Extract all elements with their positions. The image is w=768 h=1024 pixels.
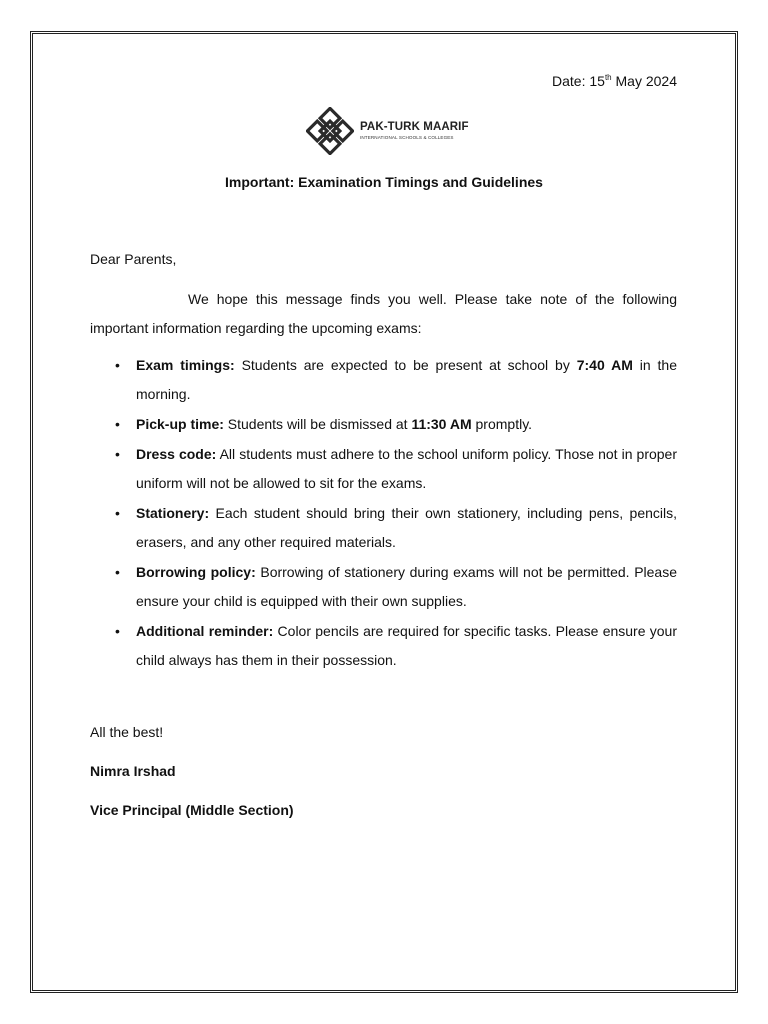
bullet-icon: • — [115, 357, 120, 373]
closing-line: All the best! — [90, 724, 164, 740]
letter-title: Important: Examination Timings and Guidelines — [225, 174, 543, 190]
bullet-icon: • — [115, 505, 120, 521]
guideline-item: • Exam timings: Students are expected to be present at school by 7:40 AM in the morning. — [90, 351, 677, 409]
guideline-item: • Borrowing policy: Borrowing of stationery during exams will not be permitted. Please ensure your child is equipped with their own supplies. — [90, 558, 677, 616]
bullet-icon: • — [115, 623, 120, 639]
guideline-item: • Pick-up time: Students will be dismissed at 11:30 AM promptly. — [90, 410, 677, 439]
guideline-item: • Additional reminder: Color pencils are required for specific tasks. Please ensure your child always has them in their possession. — [90, 617, 677, 675]
date-superscript: th — [604, 73, 612, 82]
knot-emblem-icon — [306, 107, 354, 155]
bullet-icon: • — [115, 416, 120, 432]
guideline-item: • Stationery: Each student should bring their own stationery, including pens, pencils, erasers, and any other required materials. — [90, 499, 677, 557]
salutation: Dear Parents, — [90, 251, 177, 267]
bullet-icon: • — [115, 446, 120, 462]
school-name: PAK-TURK MAARIF — [360, 121, 469, 133]
school-logo — [306, 107, 469, 155]
letter-date: Date: 15th May 2024 — [552, 73, 677, 89]
signer-name: Nimra Irshad — [90, 763, 176, 779]
signer-role: Vice Principal (Middle Section) — [90, 802, 294, 818]
school-subtitle: INTERNATIONAL SCHOOLS & COLLEGES — [360, 135, 454, 140]
guideline-item: • Dress code: All students must adhere to the school uniform policy. Those not in proper uniform will not be allowed to sit for the exams. — [90, 440, 677, 498]
guidelines-list — [90, 351, 677, 676]
bullet-icon: • — [115, 564, 120, 580]
intro-paragraph: We hope this message finds you well. Please take note of the following important information regarding the upcoming exams: — [90, 291, 677, 336]
